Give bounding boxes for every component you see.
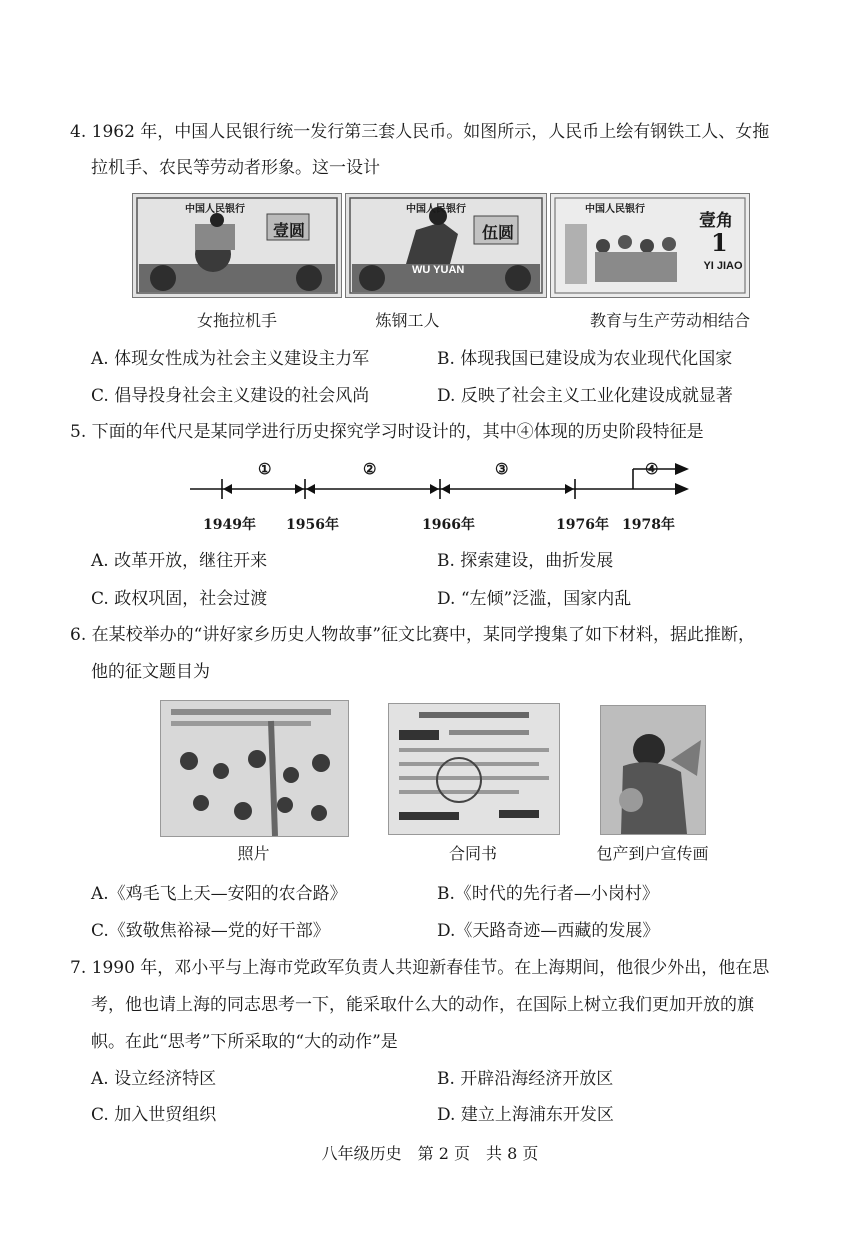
banknote-five-yuan-image [345,193,547,298]
q5-option-d: D. “左倾”泛滥，国家内乱 [437,589,632,609]
q4-option-d: D. 反映了社会主义工业化建设成就显著 [437,386,733,406]
q4-stem-line2: 拉机手、农民等劳动者形象。这一设计 [91,158,380,178]
caption-steel-worker: 炼钢工人 [375,311,440,330]
timeline-segment-1-label: ① [258,460,272,478]
banknote-one-jiao-image [550,193,750,298]
q7-stem-line1: 7. 1990 年，邓小平与上海市党政军负责人共迎新春佳节。在上海期间，他很少外出，他在思 [70,958,770,978]
caption-tractor-driver: 女拖拉机手 [196,311,277,330]
q6-option-b: B.《时代的先行者—小岗村》 [437,884,659,904]
banknote-one-yuan-header: 中国人民银行 [185,204,245,215]
timeline-year-1956: 1956年 [286,517,339,533]
q7-option-c: C. 加入世贸组织 [91,1105,217,1125]
q7-stem-line2: 考，他也请上海的同志思考一下，能采取什么大的动作，在国际上树立我们更加开放的旗 [91,995,754,1015]
q4-stem-line1: 4. 1962 年，中国人民银行统一发行第三套人民币。如图所示，人民币上绘有钢铁工人、女拖 [70,122,770,142]
page-footer: 八年级历史 第 2 页 共 8 页 [321,1144,539,1163]
banknote-one-jiao-denomination: 壹角 [699,211,733,231]
caption-contract: 合同书 [448,844,497,863]
q4-option-b: B. 体现我国已建设成为农业现代化国家 [437,349,733,369]
q6-stem-line1: 6. 在某校举办的“讲好家乡历史人物故事”征文比赛中，某同学搜集了如下材料，据此推断， [70,625,756,645]
timeline-year-1949: 1949年 [203,517,256,533]
handprint-document-photo [160,700,349,837]
q7-option-d: D. 建立上海浦东开发区 [437,1105,614,1125]
q7-option-b: B. 开辟沿海经济开放区 [437,1069,614,1089]
banknote-one-jiao-header: 中国人民银行 [585,204,645,215]
timeline-segment-2-label: ② [363,460,377,478]
banknote-one-yuan-image [132,193,342,298]
banknote-one-jiao-romanized: YI JIAO [703,260,743,272]
timeline-year-1966: 1966年 [422,517,475,533]
q4-option-c: C. 倡导投身社会主义建设的社会风尚 [91,386,370,406]
q4-option-a: A. 体现女性成为社会主义建设主力军 [91,349,370,369]
q5-stem: 5. 下面的年代尺是某同学进行历史探究学习时设计的，其中④体现的历史阶段特征是 [70,422,704,442]
timeline-segment-4-label: ④ [645,460,659,478]
q6-option-a: A.《鸡毛飞上天—安阳的农合路》 [91,884,347,904]
caption-poster: 包产到户宣传画 [596,844,709,863]
q7-option-a: A. 设立经济特区 [91,1069,217,1089]
timeline-segment-3-label: ③ [495,460,509,478]
contract-document-image [388,703,560,835]
q6-option-d: D.《天路奇迹—西藏的发展》 [437,921,660,941]
q5-option-a: A. 改革开放，继往开来 [91,551,268,571]
q5-option-b: B. 探索建设，曲折发展 [437,551,614,571]
q7-stem-line3: 帜。在此“思考”下所采取的“大的动作”是 [91,1032,398,1052]
timeline-year-1978: 1978年 [622,517,675,533]
banknote-five-yuan-denomination: 伍圆 [482,223,515,242]
banknote-one-yuan-denomination: 壹圆 [273,221,306,240]
caption-photo: 照片 [237,844,270,863]
banknote-one-jiao-digit: 1 [711,228,728,257]
q6-stem-line2: 他的征文题目为 [91,662,210,682]
banknote-five-yuan-header: 中国人民银行 [406,204,466,215]
banknote-five-yuan-romanized: WU YUAN [412,264,465,276]
timeline-year-1976: 1976年 [556,517,609,533]
q6-option-c: C.《致敬焦裕禄—党的好干部》 [91,921,330,941]
q5-option-c: C. 政权巩固，社会过渡 [91,589,268,609]
caption-education-labor: 教育与生产劳动相结合 [589,311,750,330]
propaganda-poster-image [600,705,706,835]
